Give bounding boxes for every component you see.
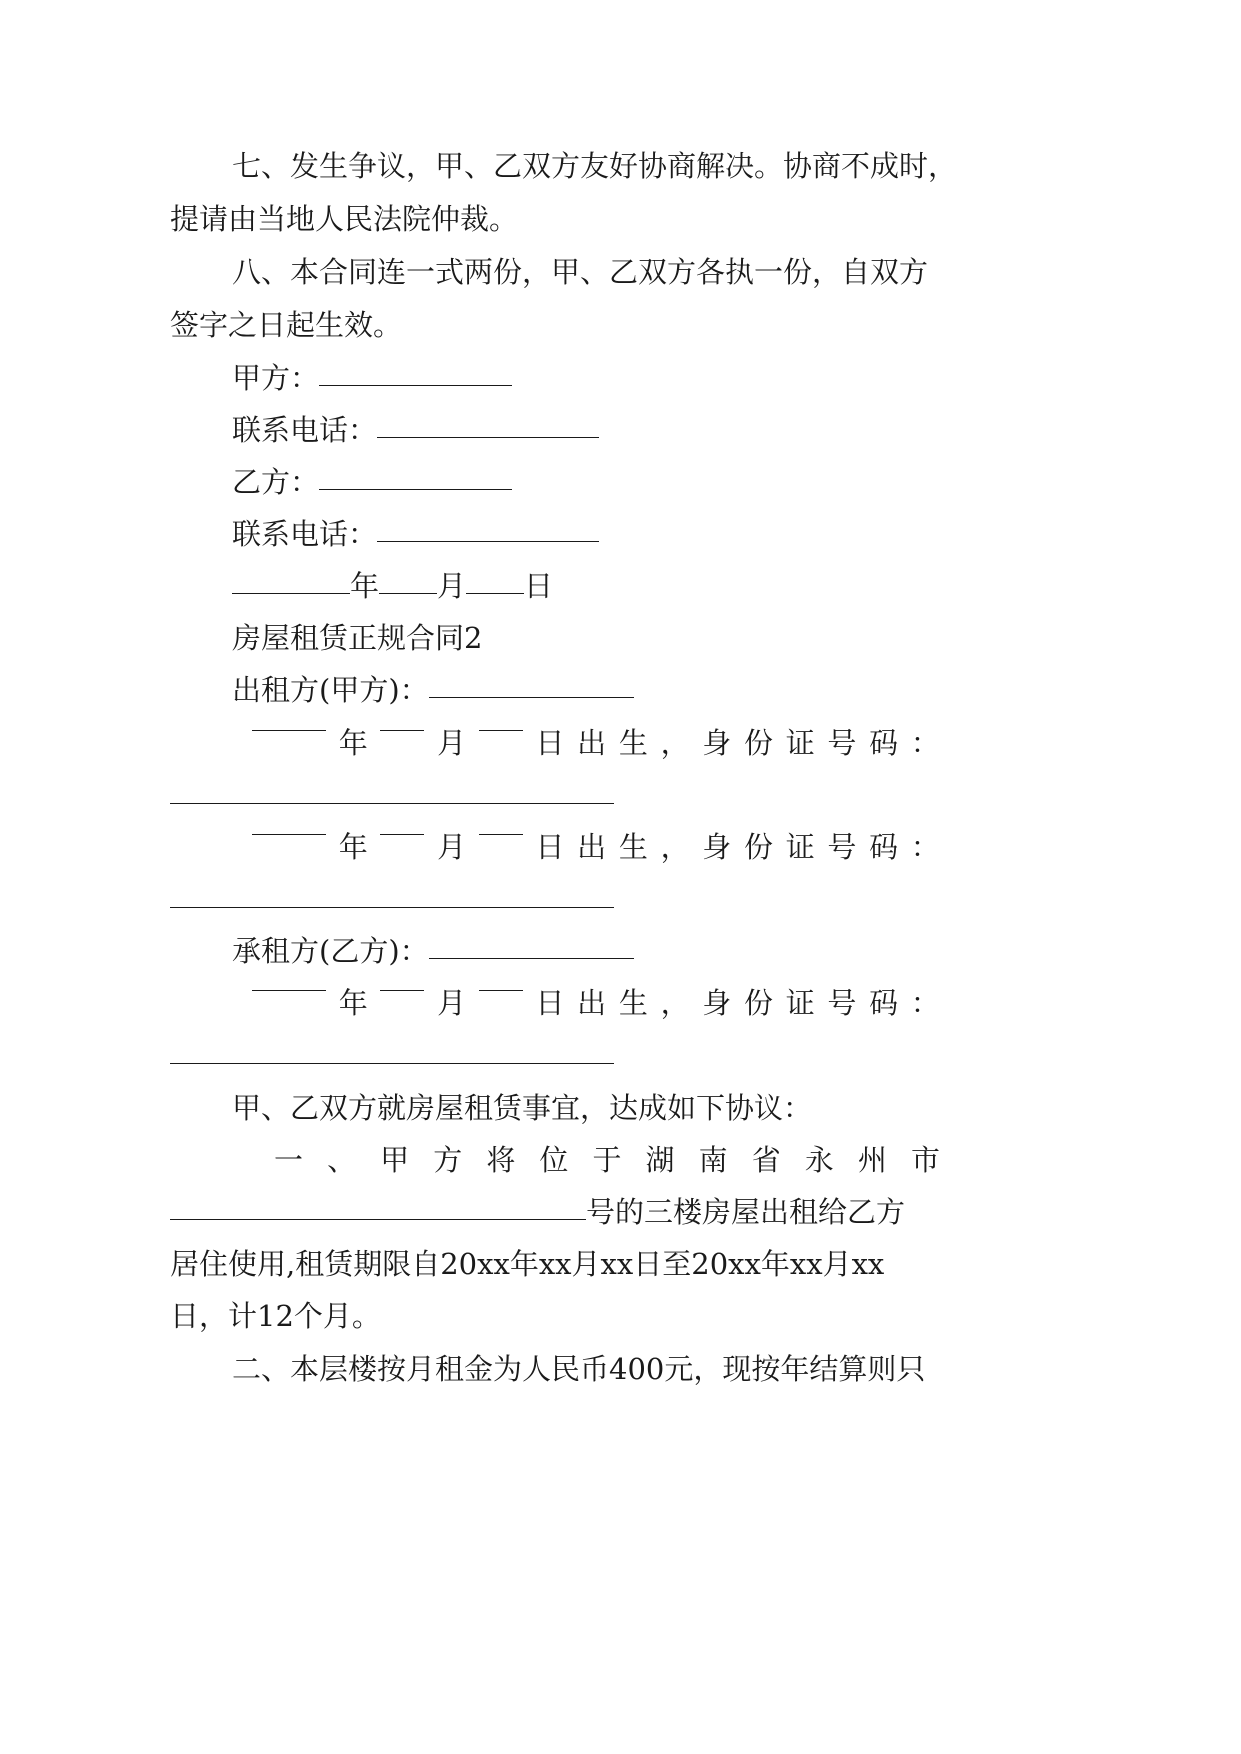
- date-day-label: 日: [524, 569, 554, 603]
- birth-sheng: 生: [618, 830, 648, 864]
- lessor-row: [232, 673, 634, 707]
- clause-8-line-2: 签字之日起生效。: [170, 308, 403, 342]
- id-zheng: 证: [785, 986, 815, 1020]
- id-number-blank[interactable]: [170, 1063, 614, 1064]
- clause-1-char: 市: [910, 1143, 940, 1177]
- birth-chu: 出: [577, 830, 607, 864]
- clause-8-line-1: 八、本合同连一式两份，甲、乙双方各执一份，自双方: [232, 255, 929, 289]
- birth-day-label: 日: [535, 830, 565, 864]
- address-blank[interactable]: [170, 1218, 586, 1220]
- lessor-blank[interactable]: [429, 696, 634, 698]
- birth-year-label: 年: [338, 830, 368, 864]
- id-hao: 号: [827, 830, 857, 864]
- lessee-blank[interactable]: [429, 957, 634, 959]
- birth-year-blank[interactable]: [252, 833, 326, 835]
- birth-year-blank[interactable]: [252, 989, 326, 991]
- phone-blank-1[interactable]: [377, 436, 599, 438]
- phone-row-1: [232, 413, 599, 447]
- birth-month-blank[interactable]: [380, 833, 424, 835]
- id-number-blank[interactable]: [170, 803, 614, 804]
- birth-row-2: [252, 830, 940, 864]
- id-zheng: 证: [785, 830, 815, 864]
- clause-1-char: 将: [486, 1143, 516, 1177]
- phone-row-2: [232, 517, 599, 551]
- party-b-blank[interactable]: [319, 488, 512, 490]
- birth-year-label: 年: [338, 986, 368, 1020]
- id-shen: 身: [702, 830, 732, 864]
- birth-day-label: 日: [535, 726, 565, 760]
- birth-year-label: 年: [338, 726, 368, 760]
- clause-2-line-1: 二、本层楼按月租金为人民币400元，现按年结算则只: [232, 1352, 926, 1386]
- birth-day-blank[interactable]: [479, 989, 523, 991]
- clause-1-char: 、: [327, 1143, 357, 1177]
- birth-month-blank[interactable]: [380, 729, 424, 731]
- id-zheng: 证: [785, 726, 815, 760]
- lessor-label: 出租方(甲方)：: [232, 673, 429, 707]
- birth-sheng: 生: [618, 986, 648, 1020]
- date-row: [232, 569, 554, 603]
- birth-row-3: [252, 986, 940, 1020]
- clause-1-line-3: 居住使用,租赁期限自20xx年xx月xx日至20xx年xx月xx: [170, 1247, 885, 1281]
- clause-7-line-1: [232, 149, 958, 183]
- id-colon: ：: [910, 986, 940, 1020]
- lessee-row: [232, 934, 634, 968]
- date-year-label: 年: [350, 569, 380, 603]
- id-colon: ：: [910, 830, 940, 864]
- clause-1-line-2-text: 号的三楼房屋出租给乙方: [586, 1195, 906, 1229]
- date-month-label: 月: [437, 569, 467, 603]
- birth-day-label: 日: [535, 986, 565, 1020]
- birth-month-label: 月: [437, 830, 467, 864]
- clause-1-char: 位: [539, 1143, 569, 1177]
- phone-blank-2[interactable]: [377, 540, 599, 542]
- clause-1-line-4: 日，计12个月。: [170, 1299, 381, 1333]
- clause-7-line-2: 提请由当地人民法院仲裁。: [170, 202, 519, 236]
- id-fen: 份: [743, 986, 773, 1020]
- clause-1-char: 南: [698, 1143, 728, 1177]
- id-shen: 身: [702, 986, 732, 1020]
- clause-1-line-2: [170, 1195, 906, 1229]
- clause-1-char: 湖: [645, 1143, 675, 1177]
- id-fen: 份: [743, 726, 773, 760]
- id-hao: 号: [827, 726, 857, 760]
- agreement-intro: 甲、乙双方就房屋租赁事宜，达成如下协议：: [232, 1091, 813, 1125]
- birth-month-label: 月: [437, 726, 467, 760]
- id-ma: 码: [869, 726, 899, 760]
- clause-1-char: 省: [751, 1143, 781, 1177]
- birth-year-blank[interactable]: [252, 729, 326, 731]
- id-number-blank[interactable]: [170, 907, 614, 908]
- id-ma: 码: [869, 830, 899, 864]
- id-hao: 号: [827, 986, 857, 1020]
- birth-month-blank[interactable]: [380, 989, 424, 991]
- birth-chu: 出: [577, 986, 607, 1020]
- birth-day-blank[interactable]: [479, 729, 523, 731]
- birth-comma: ，: [660, 726, 690, 760]
- birth-month-label: 月: [437, 986, 467, 1020]
- clause-1-char: 永: [804, 1143, 834, 1177]
- party-a-blank[interactable]: [319, 384, 512, 386]
- birth-day-blank[interactable]: [479, 833, 523, 835]
- phone-label-2: 联系电话：: [232, 517, 378, 551]
- birth-chu: 出: [577, 726, 607, 760]
- party-a-row: [232, 361, 512, 395]
- phone-label-1: 联系电话：: [232, 413, 378, 447]
- contract-title: 房屋租赁正规合同2: [232, 621, 483, 655]
- clause-1-char: 于: [592, 1143, 622, 1177]
- clause-1-line-1: [274, 1143, 940, 1177]
- birth-row-1: [252, 726, 940, 760]
- birth-sheng: 生: [618, 726, 648, 760]
- date-day-blank[interactable]: [466, 592, 524, 594]
- id-ma: 码: [869, 986, 899, 1020]
- id-fen: 份: [743, 830, 773, 864]
- clause-7-text: 七、发生争议，甲、乙双方友好协商解决。协商不成时，: [232, 149, 958, 183]
- clause-1-char: 方: [433, 1143, 463, 1177]
- clause-1-char: 州: [857, 1143, 887, 1177]
- birth-comma: ，: [660, 830, 690, 864]
- birth-comma: ，: [660, 986, 690, 1020]
- lessee-label: 承租方(乙方)：: [232, 934, 429, 968]
- date-month-blank[interactable]: [379, 592, 437, 594]
- party-b-label: 乙方：: [232, 465, 320, 499]
- party-b-row: [232, 465, 512, 499]
- id-shen: 身: [702, 726, 732, 760]
- id-colon: ：: [910, 726, 940, 760]
- clause-1-char: 一: [274, 1143, 304, 1177]
- date-year-blank[interactable]: [232, 592, 350, 594]
- clause-1-char: 甲: [380, 1143, 410, 1177]
- party-a-label: 甲方：: [232, 361, 320, 395]
